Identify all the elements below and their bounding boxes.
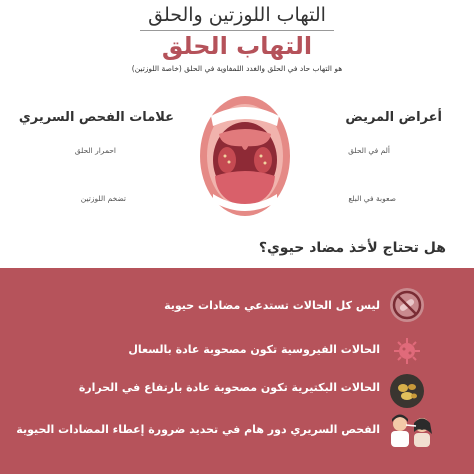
fact-row-bacterial [0,380,474,410]
fact-text-3: الحالات البكتيرية تكون مصحوبة عادة بارتفاع في الحرارة [78,381,380,394]
sign-item-redness: احمرار الحلق [74,146,116,155]
open-mouth-icon [197,94,293,218]
fact-row-viral [0,338,474,368]
main-title: التهاب الحلق [161,32,313,60]
no-pills-icon [390,288,424,322]
bacteria-icon [390,374,424,408]
symptoms-title: أعراض المريض [345,110,442,125]
doctor-patient-icon [386,412,436,452]
fact-row-no-antibiotics [0,290,474,320]
virus-icon [390,334,424,368]
symptom-item-sore-throat: ألم في الحلق [348,146,390,155]
mouth-illustration [197,94,293,218]
fact-text-4: الفحص السريري دور هام في تحديد ضرورة إعطاء المضادات الحيوية [16,423,380,436]
fact-text-2: الحالات الفيروسية تكون مصحوبة عادة بالسعال [128,343,380,356]
antibiotic-question: هل تحتاج لأخذ مضاد حيوي؟ [258,240,446,256]
facts-panel [0,268,474,474]
fact-text-1: ليس كل الحالات تستدعي مضادات حيوية [164,299,380,312]
symptom-item-swallowing: صعوبة في البلع [348,194,396,203]
definition-text: هو التهاب حاد في الحلق والغدد اللمفاوية في الحلق (خاصة اللوزتين) [131,64,343,73]
signs-title: علامات الفحص السريري [18,110,174,125]
header-title: التهاب اللوزتين والحلق [148,4,326,26]
sign-item-tonsil-enlargement: تضخم اللوزتين [80,194,126,203]
fact-row-clinical-exam [0,418,474,448]
header-divider [140,30,334,31]
